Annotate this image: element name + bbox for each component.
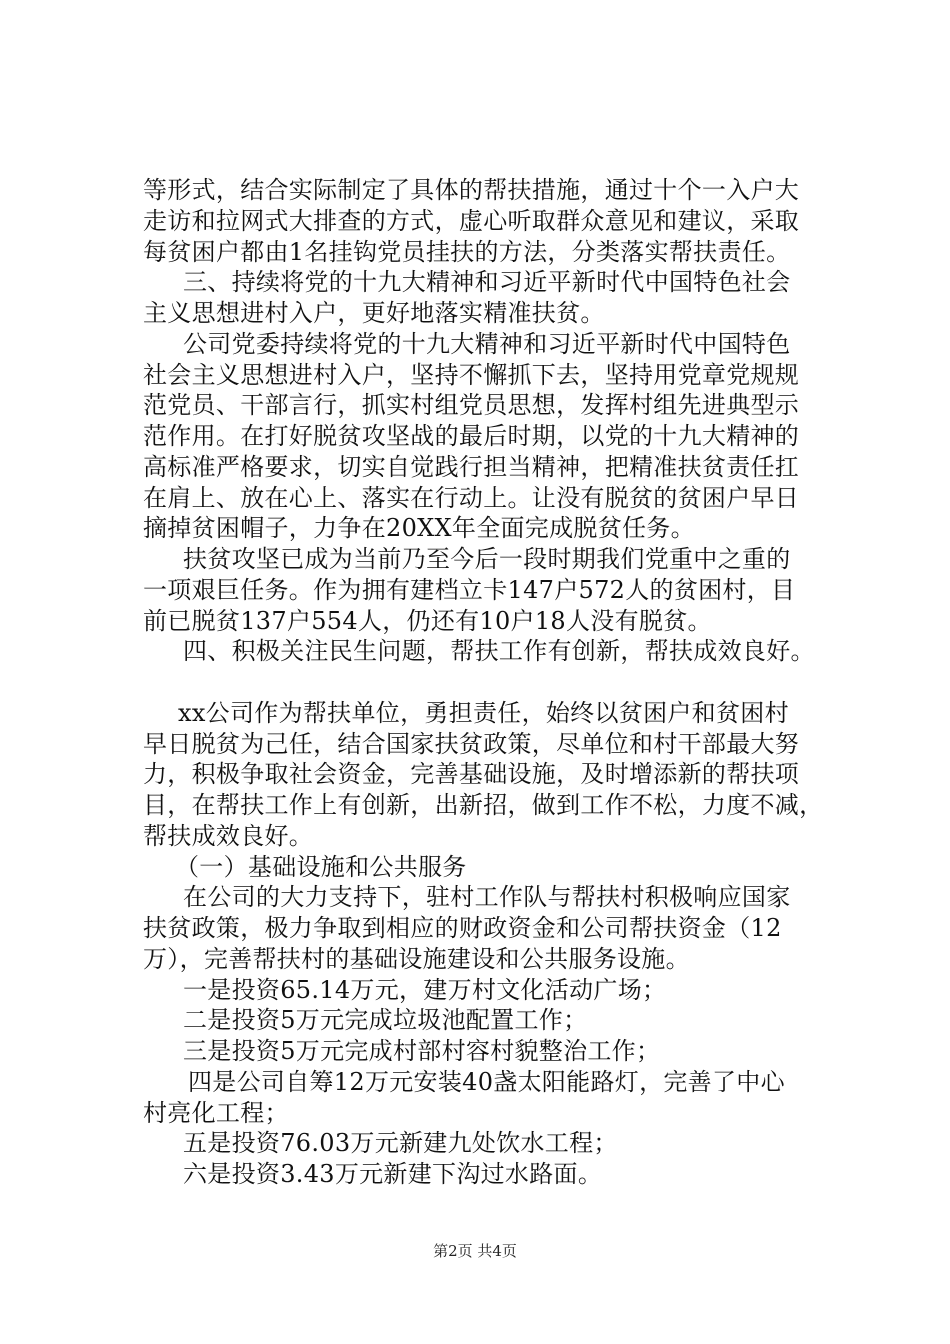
section-heading: 主义思想进村入户，更好地落实精准扶贫。	[143, 299, 605, 327]
paragraph-line: 在公司的大力支持下，驻村工作队与帮扶村积极响应国家	[183, 883, 791, 911]
page-footer: 第2页 共4页	[433, 1242, 517, 1260]
paragraph-line: 每贫困户都由1名挂钩党员挂扶的方法，分类落实帮扶责任。	[143, 238, 791, 266]
paragraph-line: 走访和拉网式大排查的方式，虚心听取群众意见和建议，采取	[143, 207, 800, 235]
list-item: 三是投资5万元完成村部村容村貌整治工作；	[183, 1037, 661, 1065]
subsection-heading: （一）基础设施和公共服务	[175, 853, 467, 881]
paragraph-line: 前已脱贫137户554人，仍还有10户18人没有脱贫。	[143, 607, 712, 635]
section-heading: 三、持续将党的十九大精神和习近平新时代中国特色社会	[183, 268, 791, 296]
list-item: 二是投资5万元完成垃圾池配置工作；	[183, 1006, 588, 1034]
paragraph-line: 扶贫攻坚已成为当前乃至今后一段时期我们党重中之重的	[183, 545, 791, 573]
paragraph-line: 摘掉贫困帽子，力争在20XX年全面完成脱贫任务。	[143, 514, 695, 542]
paragraph-line: 扶贫政策，极力争取到相应的财政资金和公司帮扶资金（12	[143, 914, 782, 942]
paragraph-line: 万），完善帮扶村的基础设施建设和公共服务设施。	[143, 945, 690, 973]
paragraph-line: 目，在帮扶工作上有创新，出新招，做到工作不松，力度不减，	[143, 791, 824, 819]
paragraph-line: 一项艰巨任务。作为拥有建档立卡147户572人的贫困村，目	[143, 576, 796, 604]
list-item: 六是投资3.43万元新建下沟过水路面。	[183, 1160, 603, 1188]
paragraph-line: 高标准严格要求，切实自觉践行担当精神，把精准扶贫责任扛	[143, 453, 800, 481]
paragraph-line: 范作用。在打好脱贫攻坚战的最后时期，以党的十九大精神的	[143, 422, 800, 450]
list-item: 四是公司自筹12万元安装40盏太阳能路灯，完善了中心	[188, 1068, 785, 1096]
paragraph-line: 等形式，结合实际制定了具体的帮扶措施，通过十个一入户大	[143, 176, 800, 204]
section-heading: 四、积极关注民生问题，帮扶工作有创新，帮扶成效良好。	[183, 637, 815, 665]
list-item: 村亮化工程；	[143, 1099, 289, 1127]
list-item: 五是投资76.03万元新建九处饮水工程；	[183, 1129, 618, 1157]
paragraph-line: 范党员、干部言行，抓实村组党员思想，发挥村组先进典型示	[143, 391, 800, 419]
paragraph-line: xx公司作为帮扶单位，勇担责任，始终以贫困户和贫困村	[178, 699, 789, 727]
paragraph-line: 公司党委持续将党的十九大精神和习近平新时代中国特色	[183, 330, 791, 358]
paragraph-line: 早日脱贫为己任，结合国家扶贫政策，尽单位和村干部最大努	[143, 730, 800, 758]
paragraph-line: 帮扶成效良好。	[143, 822, 314, 850]
paragraph-line: 在肩上、放在心上、落实在行动上。让没有脱贫的贫困户早日	[143, 484, 800, 512]
paragraph-line: 力，积极争取社会资金，完善基础设施，及时增添新的帮扶项	[143, 760, 800, 788]
list-item: 一是投资65.14万元，建万村文化活动广场；	[183, 976, 667, 1004]
paragraph-line: 社会主义思想进村入户，坚持不懈抓下去，坚持用党章党规规	[143, 361, 800, 389]
